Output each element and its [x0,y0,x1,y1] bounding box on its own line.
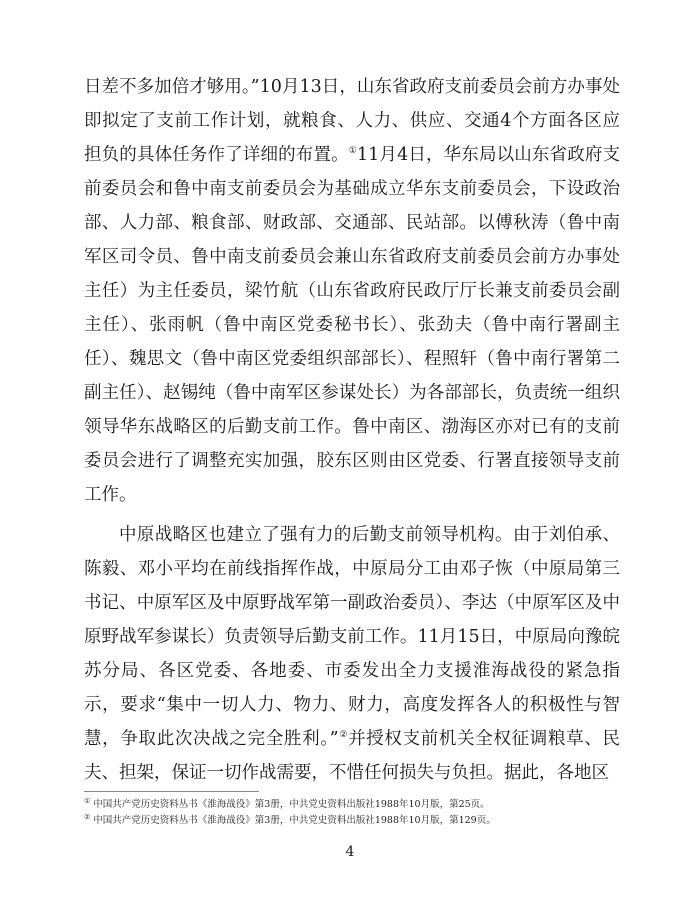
paragraph-2-text-b: 并授权支前机关全权征调粮草、民夫、担架，保证一切作战需要，不惜任何损失与负担。据此，各地区 [84,729,620,783]
footnote-1-mark: ① [84,796,91,805]
footnote-2-text: 中国共产党历史资料丛书《淮海战役》第3册，中共党史资料出版社1988年10月版，第129页。 [93,815,496,826]
page-number: 4 [345,844,355,860]
body-text [84,70,620,790]
paragraph-2 [84,518,620,790]
footnote-ref-2: ② [338,730,349,741]
footnote-divider [84,791,259,792]
footnote-1 [84,797,624,813]
footnote-ref-1: ① [348,146,357,157]
footnotes [84,797,624,829]
footnote-1-text: 中国共产党历史资料丛书《淮海战役》第3册，中共党史资料出版社1988年10月版，第25页。 [93,799,490,810]
footnote-2-mark: ② [84,812,91,821]
paragraph-1 [84,70,620,512]
footnote-2 [84,813,624,829]
paragraph-1-text-a: 日差不多加倍才够用。”10月13日，山东省政府支前委员会前方办事处即拟定了支前工作计划，就粮食、人力、供应、交通4个方面各区应担负的具体任务作了详细的布置。 [84,77,620,165]
paragraph-2-text-a: 中原战略区也建立了强有力的后勤支前领导机构。由于刘伯承、陈毅、邓小平均在前线指挥作战，中原局分工由邓子恢（中原局第三书记、中原军区及中原野战军第一副政治委员）、李达（中原军区及中原野战军参谋长）负责领导后勤支前工作。11月15日，中原局向豫皖苏分局、各区党委、各地委、市委发出全力支援淮海战役的紧急指示，要求“集中一切人力、物力、财力，高度发挥各人的积极性与智慧，争取此次决战之完全胜利。” [84,525,620,749]
paragraph-1-text-b: 11月4日，华东局以山东省政府支前委员会和鲁中南支前委员会为基础成立华东支前委员会，下设政治部、人力部、粮食部、财政部、交通部、民站部。以傅秋涛（鲁中南军区司令员、鲁中南支前委员会兼山东省政府支前委员会前方办事处主任）为主任委员，梁竹航（山东省政府民政厅厅长兼支前委员会副主任）、张雨帆（鲁中南区党委秘书长）、张劲夫（鲁中南行署副主任）、魏思文（鲁中南区党委组织部部长）、程照轩（鲁中南行署第二副主任）、赵锡纯（鲁中南军区参谋处长）为各部部长，负责统一组织领导华东战略区的后勤支前工作。鲁中南区、渤海区亦对已有的支前委员会进行了调整充实加强，胶东区则由区党委、行署直接领导支前工作。 [84,145,621,505]
